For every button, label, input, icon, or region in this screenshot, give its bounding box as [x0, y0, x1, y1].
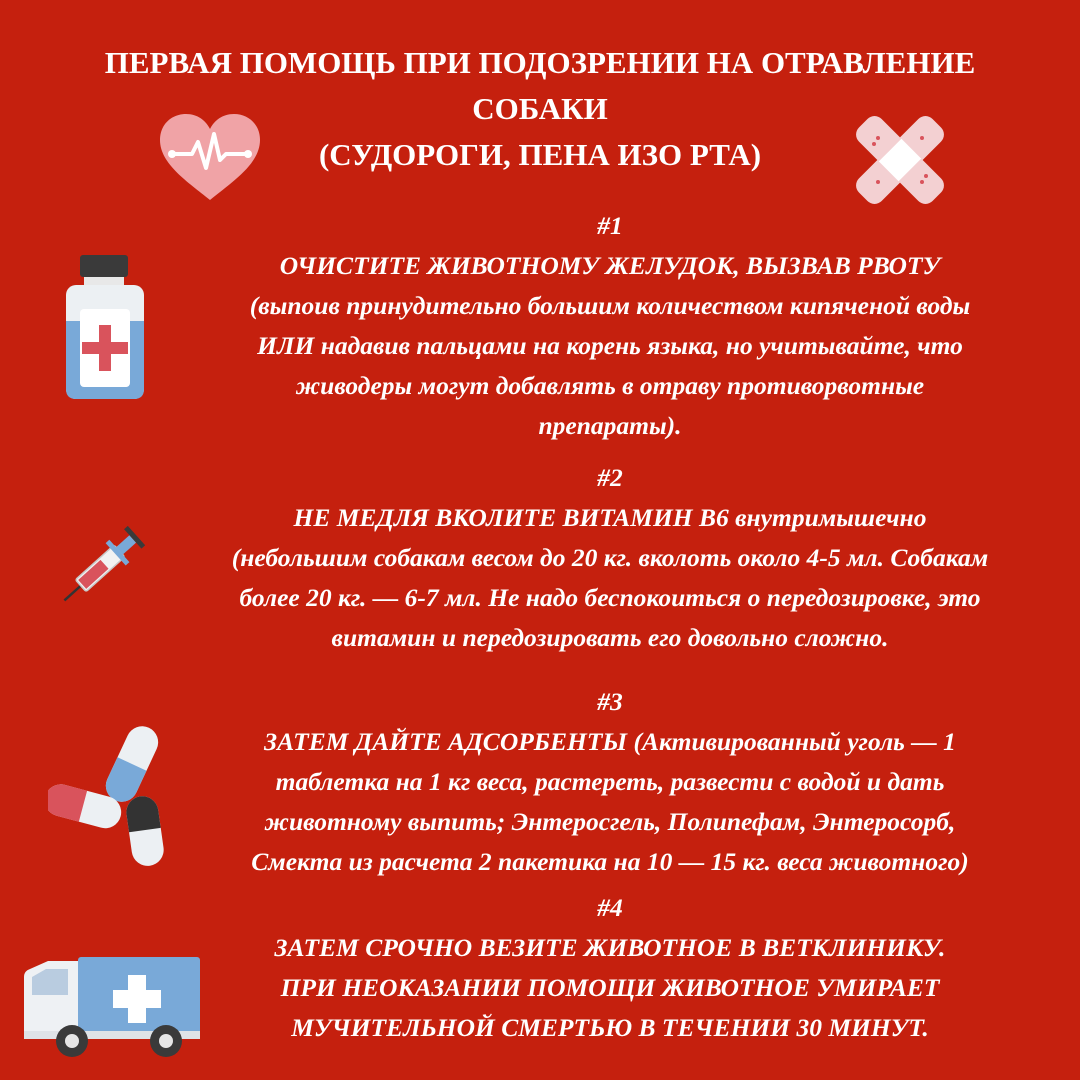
step-line: таблетка на 1 кг веса, растереть, развести с водой и дать	[275, 767, 945, 796]
step-line: ЗАТЕМ ДАЙТЕ АДСОРБЕНТЫ (Активированный уголь — 1	[264, 727, 956, 756]
medicine-bottle-icon	[64, 255, 146, 401]
step-line: Смекта из расчета 2 пакетика на 10 — 15 кг. веса животного)	[251, 847, 969, 876]
step-number: #2	[597, 463, 623, 492]
step-line: витамин и передозировать его довольно сложно.	[331, 623, 889, 652]
step-4	[140, 888, 1080, 1048]
step-line: животному выпить; Энтеросгель, Полипефам, Энтеросорб,	[264, 807, 956, 836]
title-line-2: СОБАКИ	[472, 91, 608, 126]
step-line: ИЛИ надавив пальцами на корень языка, но учитывайте, что	[257, 331, 963, 360]
step-line: (небольшим собакам весом до 20 кг. вколоть около 4-5 мл. Собакам	[231, 543, 989, 572]
heart-pulse-icon	[158, 112, 262, 202]
title-line-3: (СУДОРОГИ, ПЕНА ИЗО РТА)	[318, 137, 762, 172]
step-line: ЗАТЕМ СРОЧНО ВЕЗИТЕ ЖИВОТНОЕ В ВЕТКЛИНИКУ.	[274, 933, 946, 962]
step-line: ПРИ НЕОКАЗАНИИ ПОМОЩИ ЖИВОТНОЕ УМИРАЕТ	[280, 973, 940, 1002]
step-3	[140, 682, 1080, 882]
step-line: живодеры могут добавлять в отраву противорвотные	[295, 371, 925, 400]
step-2	[140, 458, 1080, 658]
step-number: #1	[597, 211, 623, 240]
step-line: МУЧИТЕЛЬНОЙ СМЕРТЬЮ В ТЕЧЕНИИ 30 МИНУТ.	[291, 1013, 929, 1042]
step-line: НЕ МЕДЛЯ ВКОЛИТЕ ВИТАМИН В6 внутримышечно	[293, 503, 927, 532]
step-number: #3	[597, 687, 623, 716]
title-line-1: ПЕРВАЯ ПОМОЩЬ ПРИ ПОДОЗРЕНИИ НА ОТРАВЛЕНИЕ	[104, 45, 976, 80]
step-number: #4	[597, 893, 623, 922]
step-1	[140, 206, 1080, 446]
step-line: более 20 кг. — 6-7 мл. Не надо беспокоиться о передозировке, это	[239, 583, 981, 612]
bandage-icon	[848, 108, 952, 212]
step-line: ОЧИСТИТЕ ЖИВОТНОМУ ЖЕЛУДОК, ВЫЗВАВ РВОТУ	[279, 251, 941, 280]
step-line: (выпоив принудительно большим количеством кипяченой воды	[249, 291, 971, 320]
step-line: препараты).	[538, 411, 682, 440]
